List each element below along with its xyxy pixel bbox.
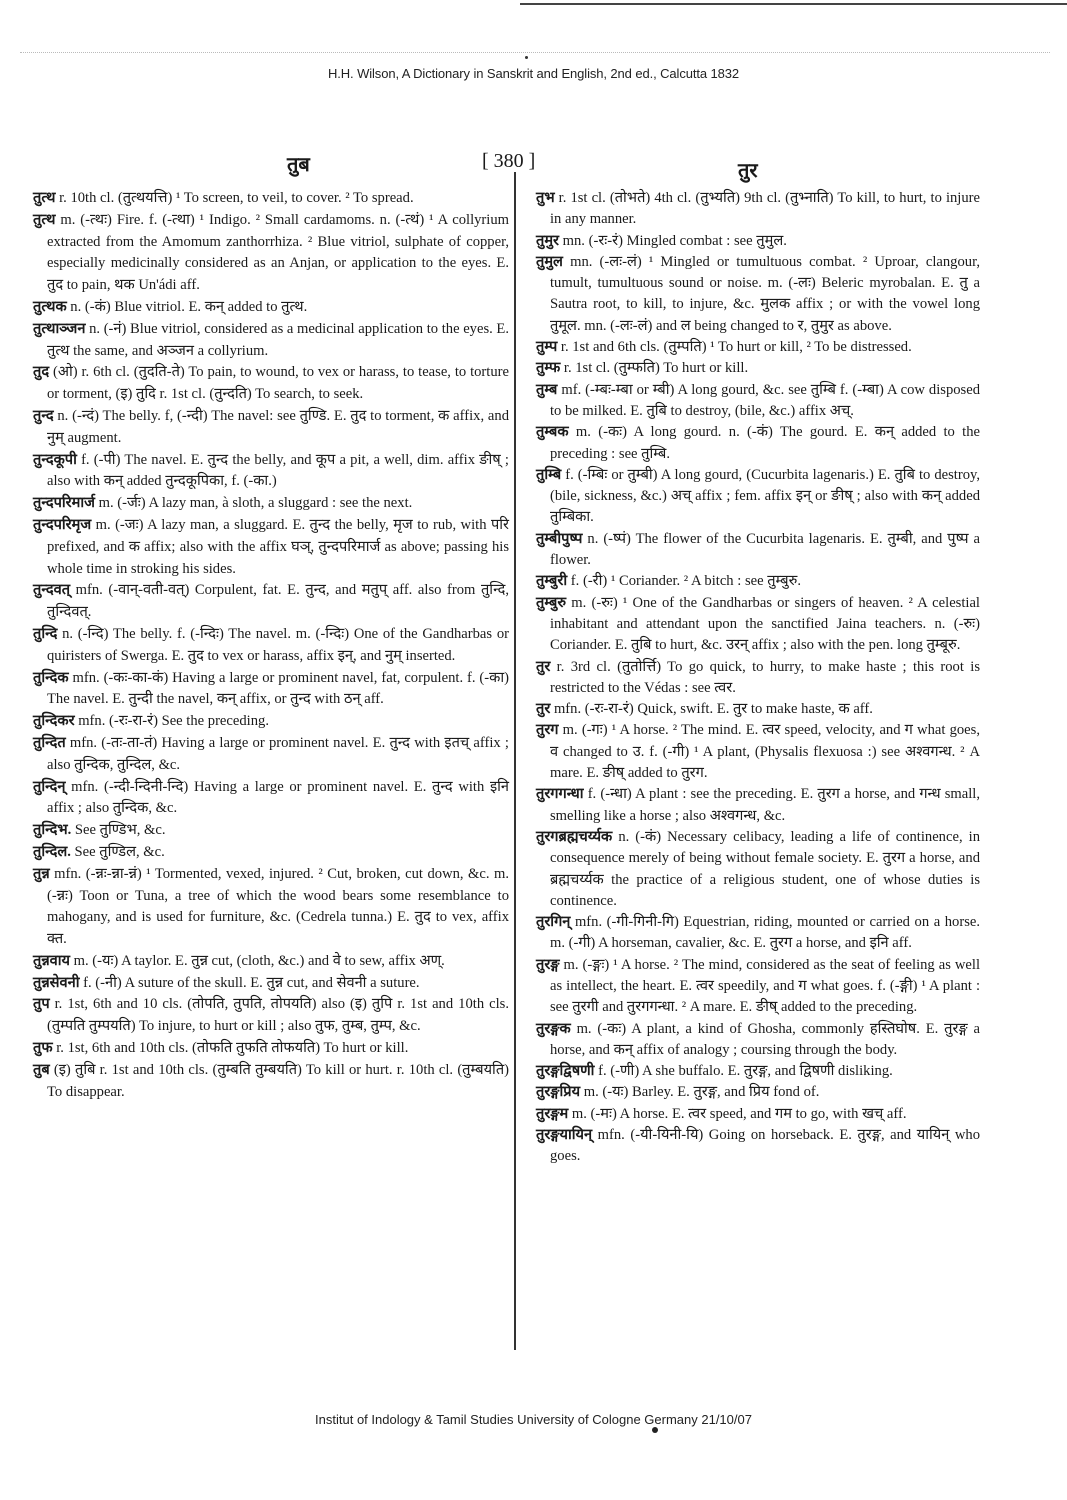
headword: तुरङ्गक: [536, 1020, 571, 1037]
dictionary-entry: तुम्बीपुष्प n. (-ष्पं) The flower of the Cucurbita lagenaris. E. तुम्बी, and पुष्प a flower.: [536, 530, 980, 569]
dictionary-entry: तुन्न mfn. (-न्नः-न्ना-न्नं) ¹ Tormented, vexed, injured. ² Cut, broken, cut down, &c. m. (-न्नः) Toon or Tuna, a tree of which the wood bears some resemblance to mahogany, and is used for furniture, &c. (Cedrela tunna.) E. तुद to vex, affix क्त.: [33, 865, 509, 948]
headword: तुरङ्गयायिन्: [536, 1127, 593, 1144]
dictionary-entry: तुरङ्गयायिन् mfn. (-यी-यिनी-यि) Going on horseback. E. तुरङ्ग, and यायिन् who goes.: [536, 1127, 980, 1165]
headword: तुम्बक: [536, 424, 569, 441]
headword: तुरगगन्धा: [536, 786, 584, 803]
headword: तुन्दकूपी: [33, 451, 77, 468]
headword: तुफ: [33, 1040, 53, 1057]
dictionary-entry: तुम्बि f. (-म्बिः or तुम्बी) A long gourd, (Cucurbita lagenaris.) E. तुबि to destroy, (bile, sickness, &c.) अच् affix ; fem. affix इन् or ङीष् ; also with कन् added तुम्बिका.: [536, 466, 980, 526]
dictionary-entry: तुरगिन् mfn. (-गी-गिनी-गि) Equestrian, riding, mounted or carried on a horse. m. (-गी) A horseman, cavalier, &c. E. तुरग a horse, and इनि aff.: [536, 914, 980, 952]
left-column: [33, 188, 509, 1103]
headword: तुद: [33, 364, 50, 381]
dictionary-entry: तुन्दकूपी f. (-पी) The navel. E. तुन्द the belly, and कूप a pit, a well, dim. affix ङीष् ; also with कन् added तुन्दकूपिका, f. (-का.): [33, 451, 509, 490]
headword: तुम्प: [536, 339, 558, 356]
dictionary-entry: तुम्फ r. 1st cl. (तुम्फति) To hurt or kill.: [536, 360, 749, 377]
dictionary-entry: तुत्थ m. (-त्थः) Fire. f. (-त्था) ¹ Indigo. ² Small cardamoms. n. (-त्थं) ¹ A collyrium extracted from the Amomum zanthorrhiza. ² Blue vitriol, sulphate of copper, especially medicinally considered as an Anjan, or application to the eyes. E. तुद to pain, थक Un'ádi aff.: [33, 211, 509, 294]
headword: तुन्नसेवनी: [33, 974, 80, 991]
headword: तुरङ्गद्विषणी: [536, 1063, 595, 1080]
dictionary-entry: तुफ r. 1st, 6th and 10th cls. (तोफति तुफति तोफयति) To hurt or kill.: [33, 1040, 409, 1057]
dictionary-entry: तुभ r. 1st cl. (तोभते) 4th cl. (तुभ्यति) 9th cl. (तुभ्नाति) To kill, to hurt, to injure in any manner.: [536, 190, 980, 228]
dictionary-entry: तुत्थ r. 10th cl. (तुत्थयत्ति) ¹ To screen, to veil, to cover. ² To spread.: [33, 190, 414, 206]
dictionary-entry: तुरगगन्धा f. (-न्धा) A plant : see the preceding. E. तुरग a horse, and गन्ध small, smelling like a horse ; also अश्वगन्ध, &c.: [536, 786, 980, 824]
column-divider: [514, 172, 516, 1350]
dictionary-entry: तुम्बक m. (-कः) A long gourd. n. (-कं) The gourd. E. कन् added to the preceding : see तुम्बि.: [536, 424, 980, 462]
right-column: [536, 188, 980, 1168]
headword: तुब: [33, 1061, 50, 1078]
dictionary-entry: तुरगब्रह्मचर्य्यक n. (-कं) Necessary celibacy, leading a life of continence, in consequence merely of being without female society. E. तुरग a horse, and ब्रह्मचर्य्यक the practice of a religious student, one of whose duties is continence.: [536, 828, 980, 909]
dictionary-entry: तुरङ्गप्रिय m. (-यः) Barley. E. तुरङ्ग, and प्रिय fond of.: [536, 1084, 820, 1101]
dictionary-entry: तुन्दपरिमृज m. (-जः) A lazy man, a sluggard. E. तुन्द the belly, मृज to rub, with परि prefixed, and क affix; also with the affix घञ्, तुन्दपरिमार्ज as above; passing his whole time in stroking his sides.: [33, 516, 509, 577]
dictionary-entry: तुब (इ) तुबि r. 1st and 10th cls. (तुम्बति तुम्बयति) To kill or hurt. r. 10th cl. (तुम्बयति) To disappear.: [33, 1061, 509, 1100]
dictionary-entry: तुन्दि n. (-न्दि) The belly. f. (-न्दिः) The navel. m. (-न्दिः) One of the Gandharbas or quiristers of Swerga. E. तुद to vex or harass, affix इन्, and नुम् inserted.: [33, 625, 509, 664]
headword: तुत्थक: [33, 298, 67, 315]
headword: तुत्थाञ्जन: [33, 320, 86, 337]
dictionary-entry: तुन्नसेवनी f. (-नी) A suture of the skull. E. तुन्न cut, and सेवनी a suture.: [33, 974, 420, 991]
running-head-right: तुर: [738, 160, 758, 182]
scan-top-edge: [520, 3, 1067, 5]
headword: तुमुल: [536, 253, 563, 270]
headword: तुन्नवाय: [33, 952, 70, 969]
headword: तुत्थ: [33, 211, 56, 228]
dictionary-entry: तुत्थाञ्जन n. (-नं) Blue vitriol, considered as a medicinal application to the eyes. E. तुत्थ the same, and अञ्जन a collyrium.: [33, 320, 509, 359]
headword: तुरङ्ग: [536, 956, 560, 973]
dictionary-entry: तुरङ्गद्विषणी f. (-णी) A she buffalo. E. तुरङ्ग, and द्विषणी disliking.: [536, 1063, 893, 1080]
dictionary-entry: तुन्नवाय m. (-यः) A taylor. E. तुन्न cut, (cloth, &c.) and वे to sew, affix अण्.: [33, 952, 445, 969]
scan-speck: [652, 1427, 658, 1433]
dictionary-entry: तुन्दिल. See तुण्डिल, &c.: [33, 843, 165, 860]
dictionary-entry: तुमुल mn. (-लः-लं) ¹ Mingled or tumultuous combat. ² Uproar, clangour, tumult, tumultuous sound or noise. m. (-लः) Beleric myrobalan. E. तु a Sautra root, to kill, to injure, &c. मुलक affix ; or with the vowel long तुमूल. mn. (-लः-लं) and ल being changed to र, तुमुर as above.: [536, 253, 980, 334]
headword: तुन्दित: [33, 734, 66, 751]
dictionary-entry: तुन्दिकर mfn. (-रः-रा-रं) See the preceding.: [33, 713, 269, 730]
headword: तुरगिन्: [536, 914, 571, 931]
headword: तुन्दिक: [33, 669, 69, 686]
dictionary-entry: तुप r. 1st, 6th and 10 cls. (तोपति, तुपति, तोपयति) also (इ) तुपि r. 1st and 10th cls. (तुम्पति तुम्पयति) To injure, to hurt or kill ; also तुफ, तुम्ब, तुम्प, &c.: [33, 996, 509, 1035]
dictionary-entry: तुद (ओ) r. 6th cl. (तुदति-ते) To pain, to wound, to vex or harass, to tease, to torture or torment, (इ) तुदि r. 1st cl. (तुन्दति) To search, to seek.: [33, 364, 509, 403]
headword: तुप: [33, 996, 50, 1013]
dictionary-entry: तुम्बुरु m. (-रुः) ¹ One of the Gandharbas or singers of heaven. ² A celestial inhabitant and attendant upon the sanctified Jaina teachers. n. (-रुः) Coriander. E. तुबि to hurt, &c. उरन् affix ; also with the pen. long तुम्बूरु.: [536, 594, 980, 654]
scan-speck: [525, 56, 528, 59]
headword: तुमुर: [536, 232, 560, 249]
headword: तुन्दपरिमार्ज: [33, 495, 95, 512]
headword: तुरङ्गप्रिय: [536, 1084, 581, 1101]
headword: तुर: [536, 701, 551, 718]
dictionary-entry: तुन्दवत् mfn. (-वान्-वती-वत्) Corpulent, fat. E. तुन्द, and मतुप् aff. also from तुन्दि, तुन्दिवत्.: [33, 582, 509, 621]
headword: तुन्दिकर: [33, 713, 75, 730]
source-citation: H.H. Wilson, A Dictionary in Sanskrit and English, 2nd ed., Calcutta 1832: [327, 66, 740, 81]
headword: तुम्ब: [536, 381, 558, 398]
headword: तुम्बुरु: [536, 594, 567, 611]
footer-credit: Institut of Indology & Tamil Studies University of Cologne Germany 21/10/07: [315, 1412, 752, 1427]
dictionary-entry: तुन्दपरिमार्ज m. (-र्जः) A lazy man, à sloth, a sluggard : see the next.: [33, 495, 413, 512]
dictionary-entry: तुम्प r. 1st and 6th cls. (तुम्पति) ¹ To hurt or kill, ² To be distressed.: [536, 339, 912, 356]
headword: तुन्दिन्: [33, 778, 66, 795]
dictionary-entry: तुमुर mn. (-रः-रं) Mingled combat : see तुमुल.: [536, 232, 787, 249]
headword: तुत्थ: [33, 190, 56, 206]
headword: तुरङ्गम: [536, 1105, 569, 1122]
headword: तुन्न: [33, 865, 50, 882]
dictionary-entry: तुर mfn. (-रः-रा-रं) Quick, swift. E. तुर to make haste, क aff.: [536, 701, 873, 718]
headword: तुम्बि: [536, 466, 562, 483]
running-head-left: तुब: [287, 154, 310, 176]
headword: तुम्फ: [536, 360, 561, 377]
headword: तुन्दपरिमृज: [33, 516, 92, 533]
headword: तुरगब्रह्मचर्य्यक: [536, 828, 613, 845]
headword: तुरग: [536, 722, 559, 739]
headword: तुम्बीपुष्प: [536, 530, 583, 547]
dictionary-entry: तुरङ्ग m. (-ङ्गः) ¹ A horse. ² The mind, considered as the seat of feeling as well as intellect, the heart. E. त्वर speedily, and ग what goes. f. (-ङ्गी) ¹ A plant : see तुरगी and तुरगगन्धा. ² A mare. E. ङीष् added to the preceding.: [536, 956, 980, 1016]
headword: तुन्दिल.: [33, 843, 71, 860]
headword: तुभ: [536, 190, 555, 206]
dictionary-entry: तुन्दिन् mfn. (-न्दी-न्दिनी-न्दि) Having a large or prominent navel. E. तुन्द with इनि affix ; also तुन्दिक, &c.: [33, 778, 509, 817]
headword: तुन्द: [33, 407, 54, 424]
dictionary-entry: तुन्दिक mfn. (-कः-का-कं) Having a large or prominent navel, fat, corpulent. f. (-का) The navel. E. तुन्दी the navel, कन् affix, or तुन्द with ठन् aff.: [33, 669, 509, 708]
headword: तुन्दि: [33, 625, 58, 642]
dictionary-entry: तुरग m. (-गः) ¹ A horse. ² The mind. E. त्वर speed, velocity, and ग what goes, व changed to उ. f. (-गी) ¹ A plant, (Physalis flexuosa :) see अश्वगन्ध. ² A mare. E. ङीष् added to तुरग.: [536, 722, 980, 782]
dictionary-entry: तुरङ्गक m. (-कः) A plant, a kind of Ghosha, commonly हस्तिघोष. E. तुरङ्ग a horse, and कन् affix of analogy ; coursing through the body.: [536, 1020, 980, 1058]
headword: तुन्दिभ.: [33, 822, 72, 839]
dictionary-entry: तुन्दित mfn. (-तः-ता-तं) Having a large or prominent navel. E. तुन्द with इतच् affix ; also तुन्दिक, तुन्दिल, &c.: [33, 734, 509, 773]
dictionary-entry: तुरङ्गम m. (-मः) A horse. E. त्वर speed, and गम to go, with खच् aff.: [536, 1105, 907, 1122]
dictionary-entry: तुन्द n. (-न्दं) The belly. f, (-न्दी) The navel: see तुण्डि. E. तुद to torment, क affix, and नुम् augment.: [33, 407, 509, 446]
headword: तुम्बुरी: [536, 573, 568, 590]
dictionary-entry: तुन्दिभ. See तुण्डिभ, &c.: [33, 822, 166, 839]
dictionary-entry: तुर r. 3rd cl. (तुतोर्त्ति) To go quick, to hurry, to make haste ; this root is restricted to the Védas : see त्वर.: [536, 658, 980, 696]
dictionary-entry: तुम्बुरी f. (-री) ¹ Coriander. ² A bitch : see तुम्बुरु.: [536, 573, 801, 590]
dictionary-entry: तुत्थक n. (-कं) Blue vitriol. E. कन् added to तुत्थ.: [33, 298, 308, 315]
headword: तुन्दवत्: [33, 582, 71, 599]
dictionary-entry: तुम्ब mf. (-म्बः-म्बा or म्बी) A long gourd, &c. see तुम्बि f. (-म्बा) A cow disposed to be milked. E. तुबि to destroy, (bile, &c.) affix अच्.: [536, 381, 980, 419]
headword: तुर: [536, 658, 551, 675]
scan-dotted-rule: [20, 52, 1050, 54]
page-number: [ 380 ]: [482, 150, 536, 172]
